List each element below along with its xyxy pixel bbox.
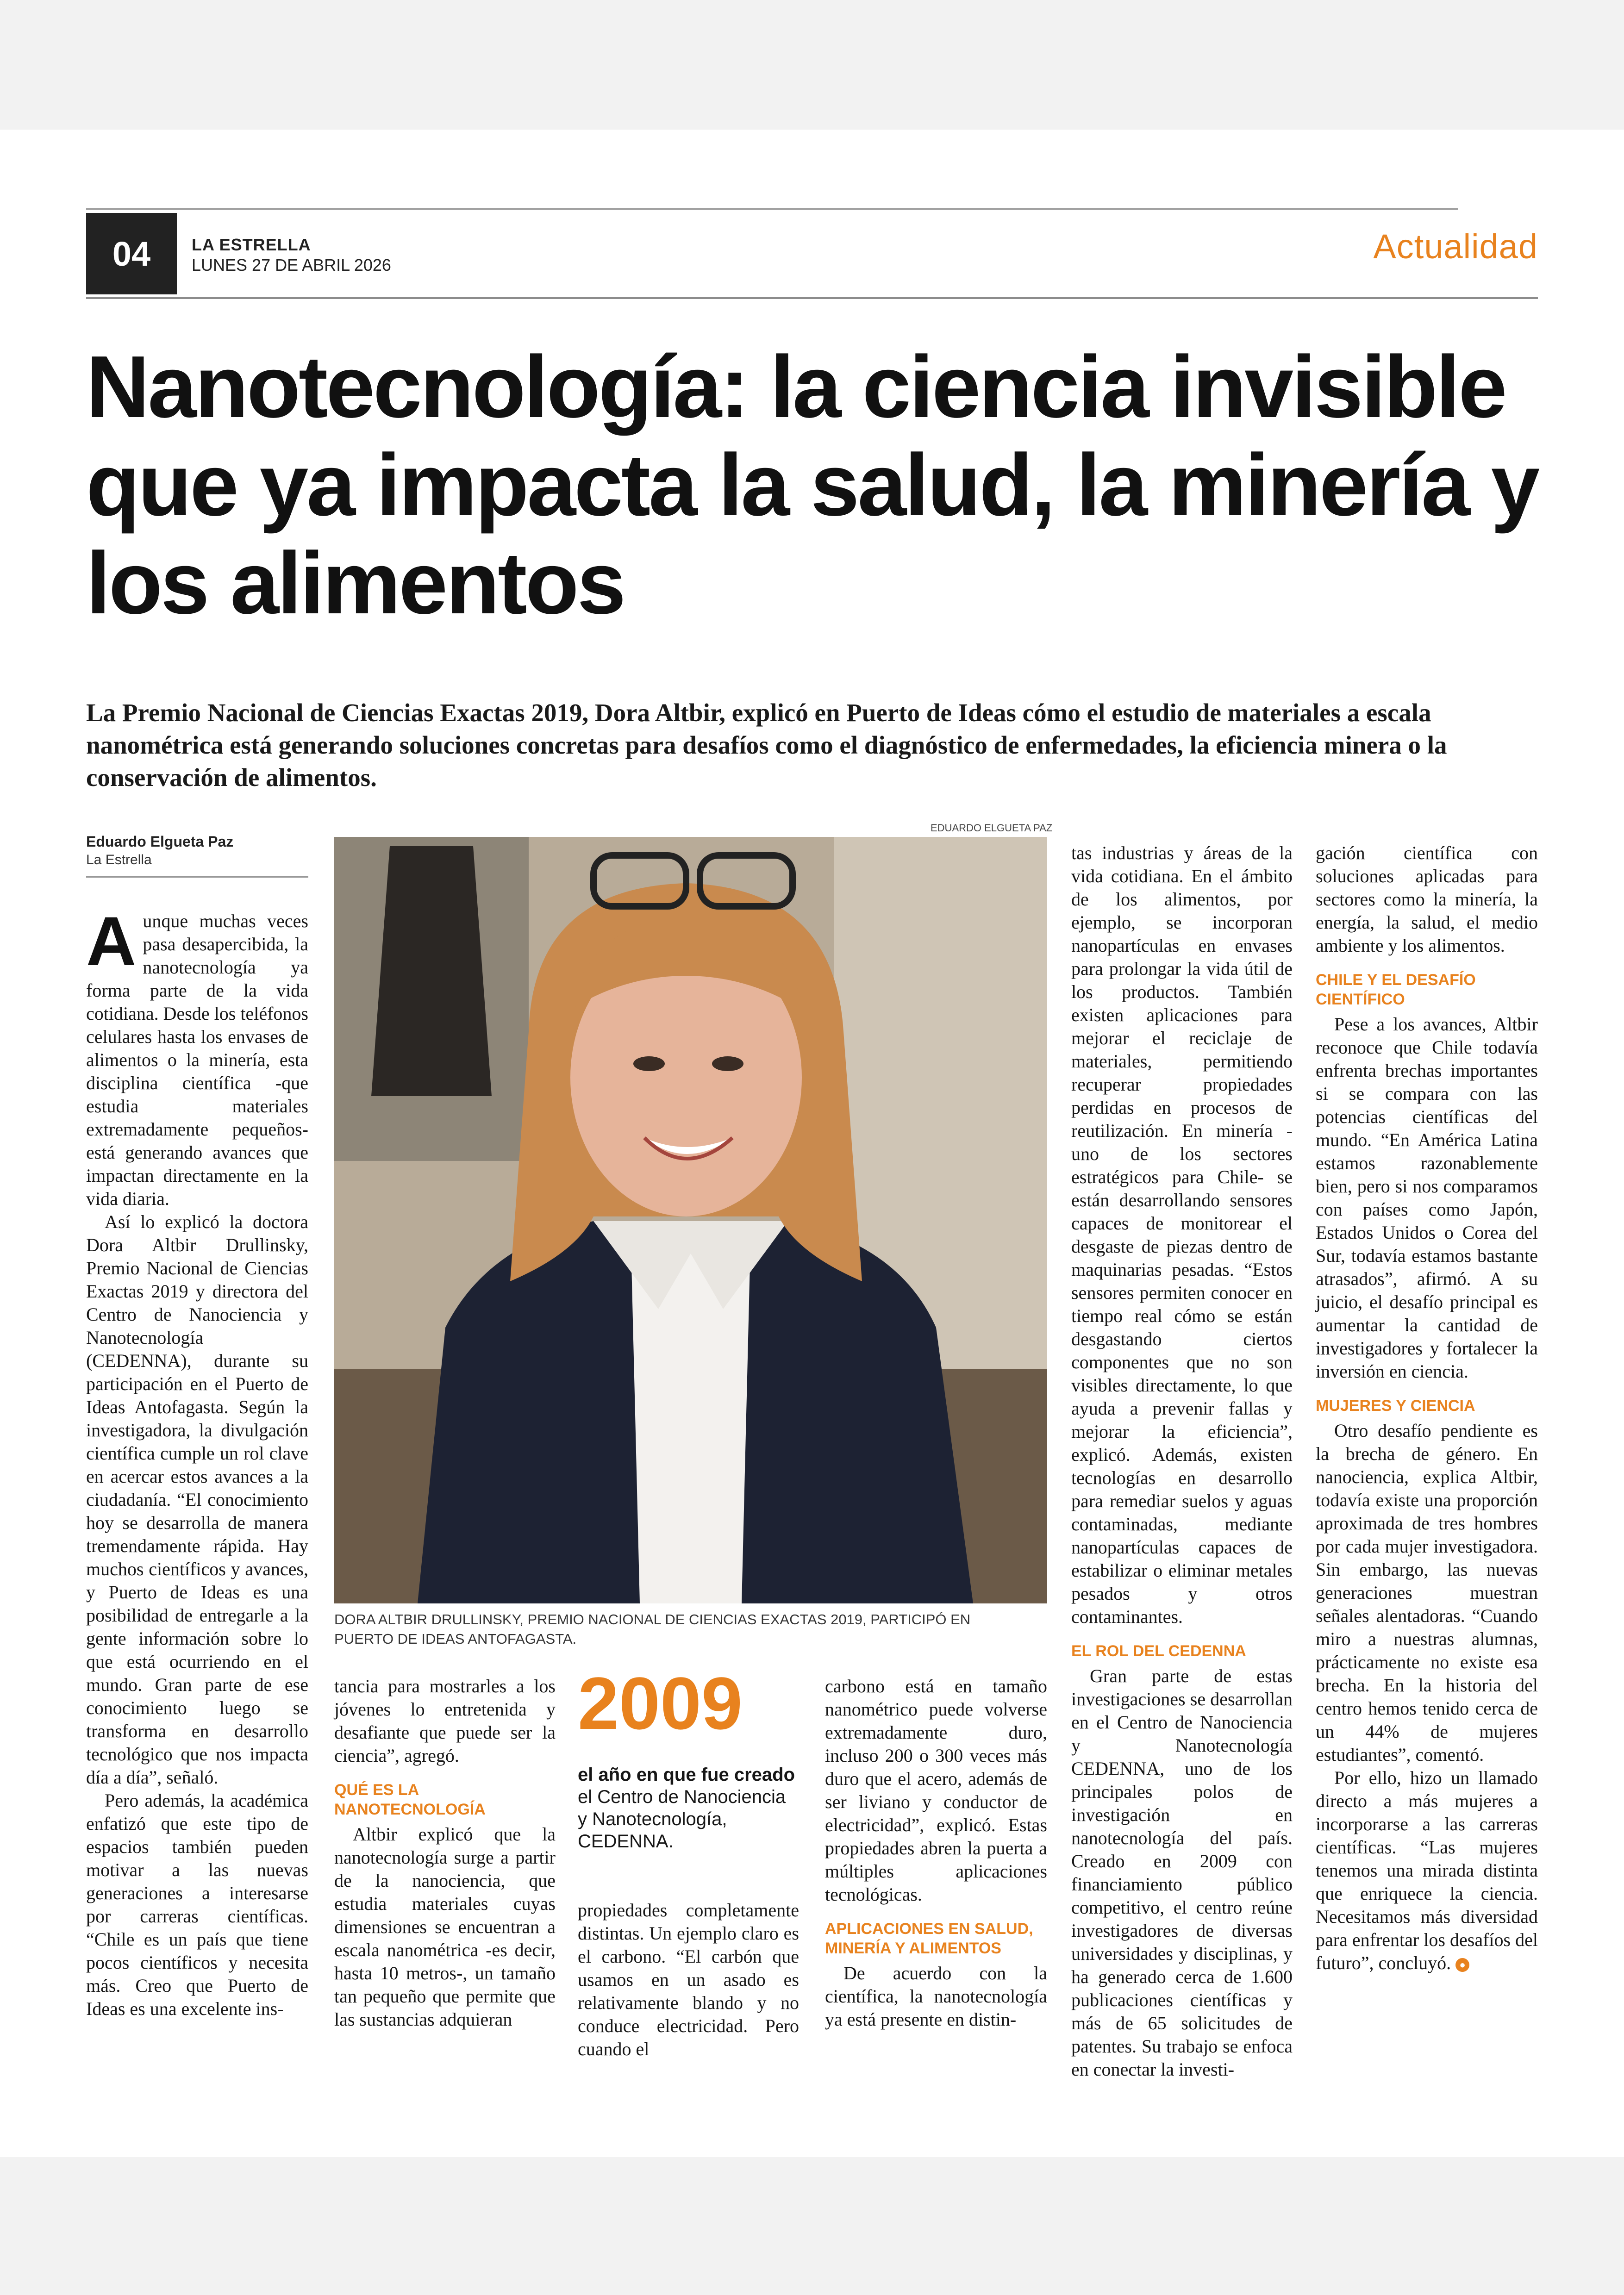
paragraph: tancia para mostrarles a los jóvenes lo entretenida y desafiante que puede ser la ciencia”, agregó. <box>334 1676 556 1766</box>
photo-credit: EDUARDO ELGUETA PAZ <box>931 822 1053 834</box>
publication-name: LA ESTRELLA <box>192 235 311 254</box>
column-1 <box>86 902 308 2021</box>
portrait-photo <box>334 837 1047 1603</box>
section-label: Actualidad <box>1373 227 1538 266</box>
paragraph: Así lo explicó la doctora Dora Altbir Drullinsky, Premio Nacional de Ciencias Exactas 2019 y directora del Centro de Nanociencia y Nanotecnología (CEDENNA), durante su participación en el Puerto de Ideas Antofagasta. Según la investigadora, la divulgación científica cumple un rol clave en acercar estos avances a la ciudadanía. “El conocimiento hoy se desarrolla de manera tremendamente rápida. Hay muchos científicos y avances, y Puerto de Ideas es una posibilidad de entregarle a la gente información sobre lo que está ocurriendo en el mundo. Gran parte de ese conocimiento luego se transforma en desarrollo tecnológico que nos impacta día a día”, señaló. <box>86 1211 308 1788</box>
column-3 <box>578 1899 799 2061</box>
page-number: 04 <box>86 213 177 294</box>
subhead: EL ROL DEL CEDENNA <box>1071 1642 1246 1660</box>
subhead: MUJERES Y CIENCIA <box>1316 1397 1475 1415</box>
stat-description <box>578 1764 795 1852</box>
column-6 <box>1316 842 1538 1975</box>
publication-date: LUNES 27 DE ABRIL 2026 <box>192 256 391 274</box>
paragraph: propiedades completamente distintas. Un ejemplo claro es el carbono. “El carbón que usamos en un asado es relativamente blando y no conduce electricidad. Pero cuando el <box>578 1900 799 2059</box>
column-2 <box>334 1675 556 2031</box>
paragraph: De acuerdo con la científica, la nanotecnología ya está presente en distin- <box>825 1963 1047 2030</box>
byline-org: La Estrella <box>86 852 152 867</box>
paragraph: Altbir explicó que la nanotecnología surge a partir de la nanociencia, que estudia materiales cuyas dimensiones se encuentran a escala nanométrica -es decir, hasta 10 metros-, un tamaño tan pequeño que permite que las sustancias adquieran <box>334 1824 556 2030</box>
paragraph <box>1316 1766 1538 1975</box>
byline-name: Eduardo Elgueta Paz <box>86 833 234 850</box>
paragraph: Pese a los avances, Altbir reconoce que Chile todavía enfrenta brechas importantes si se compara con las potencias científicas del mundo. “En América Latina estamos razonablemente bien, pero si nos comparamos con países como Japón, Estados Unidos o Corea del Sur, todavía estamos bastante atrasados”, afirmó. A su juicio, el desafío principal es aumentar la cantidad de investigadores y fortalecer la inversión en ciencia. <box>1316 1014 1538 1382</box>
column-4 <box>825 1675 1047 2031</box>
subhead: APLICACIONES EN SALUD, MINERÍA Y ALIMENTOS <box>825 1920 1033 1957</box>
photo-caption: DORA ALTBIR DRULLINSKY, PREMIO NACIONAL DE CIENCIAS EXACTAS 2019, PARTICIPÓ EN PUERTO DE IDEAS ANTOFAGASTA. <box>334 1611 971 1647</box>
stat-number: 2009 <box>578 1662 743 1745</box>
subhead: QUÉ ES LA NANOTECNOLOGÍA <box>334 1781 486 1818</box>
paragraph: Otro desafío pendiente es la brecha de género. En nanociencia, explica Altbir, todavía existe una proporción aproximada de tres hombres por cada mujer investigadora. Sin embargo, las nuevas generaciones muestran señales alentadoras. “Cuando miro a nuestras alumnas, prácticamente no existe esa brecha. En la historia del centro hemos tenido cerca de un 44% de mujeres estudiantes”, comentó. <box>1316 1420 1538 1765</box>
paragraph <box>86 902 308 1210</box>
portrait-illustration <box>334 837 1047 1603</box>
lead-paragraph: La Premio Nacional de Ciencias Exactas 2019, Dora Altbir, explicó en Puerto de Ideas cómo el estudio de materiales a escala nanométrica está generando soluciones concretas para desafíos como el diagnóstico de enfermedades, la eficiencia minera o la conservación de alimentos. <box>86 698 1447 792</box>
paragraph: tas industrias y áreas de la vida cotidiana. En el ámbito de los alimentos, por ejemplo, se incorporan nanopartículas en envases para prolongar la vida útil de los productos. También existen aplicaciones para mejorar el reciclaje de materiales, permitiendo recuperar propiedades perdidas en procesos de reutilización. En minería -uno de los sectores estratégicos para Chile- se están desarrollando sensores capaces de monitorear el desgaste de piezas dentro de maquinarias pesadas. “Estos sensores permiten conocer en tiempo real cómo se están desgastando ciertos componentes que no son visibles directamente, lo que ayuda a prevenir fallas y mejorar la eficiencia”, explicó. Además, existen tecnologías en desarrollo para remediar suelos y aguas contaminadas, mediante nanopartículas capaces de estabilizar o eliminar metales pesados y otros contaminantes. <box>1071 842 1293 1627</box>
paragraph: gación científica con soluciones aplicadas para sectores como la minería, la energía, la salud, el medio ambiente y los alimentos. <box>1316 842 1538 956</box>
paragraph-text: Por ello, hizo un llamado directo a más mujeres a incorporarse a las carreras científicas. “Las mujeres tenemos una mirada distinta que enriquece la ciencia. Necesitamos más diversidad para enfrentar los desafíos del futuro”, concluyó. <box>1316 1767 1538 1973</box>
drop-cap: A <box>86 902 137 980</box>
top-rule <box>86 208 1458 210</box>
stat-description-rest: el Centro de Nanociencia y Nanotecnología, CEDENNA. <box>578 1787 786 1852</box>
column-5 <box>1071 842 1293 2081</box>
paragraph: Gran parte de estas investigaciones se desarrollan en el Centro de Nanociencia y Nanotecnología CEDENNA, uno de los principales polos de investigación en nanotecnología del país. Creado en 2009 con financiamiento público competitivo, el centro reúne investigadores de diversas universidades y disciplinas, y ha generado cerca de 1.600 publicaciones científicas y más de 65 solicitudes de patentes. Su trabajo se enfoca en conectar la investi- <box>1071 1665 1293 2080</box>
paragraph: carbono está en tamaño nanométrico puede volverse extremadamente duro, incluso 200 o 300 veces más duro que el acero, además de ser liviano y conductor de electricidad”, explicó. Estas propiedades abren la puerta a múltiples aplicaciones tecnológicas. <box>825 1676 1047 1905</box>
headline: Nanotecnología: la ciencia invisible que ya impacta la salud, la minería y los alimentos <box>86 338 1538 632</box>
header-rule <box>86 297 1538 299</box>
stat-description-bold: el año en que fue creado <box>578 1765 795 1785</box>
subhead: CHILE Y EL DESAFÍO CIENTÍFICO <box>1316 971 1476 1008</box>
paragraph: Pero además, la académica enfatizó que este tipo de espacios también pueden motivar a las nuevas generaciones a interesarse por carreras científicas. “Chile es un país que tiene pocos científicos y necesita más. Creo que Puerto de Ideas es una excelente ins- <box>86 1790 308 2019</box>
byline-rule <box>86 876 308 878</box>
end-of-article-icon: ● <box>1455 1958 1469 1972</box>
byline <box>86 833 308 878</box>
paragraph-text: unque muchas veces pasa desapercibida, la nanotecnología ya forma parte de la vida cotidiana. Desde los teléfonos celulares hasta los envases de alimentos o la minería, esta disciplina científica -que estudia materiales extremadamente pequeños- está generando avances que impactan directamente en la vida diaria. <box>86 911 308 1209</box>
